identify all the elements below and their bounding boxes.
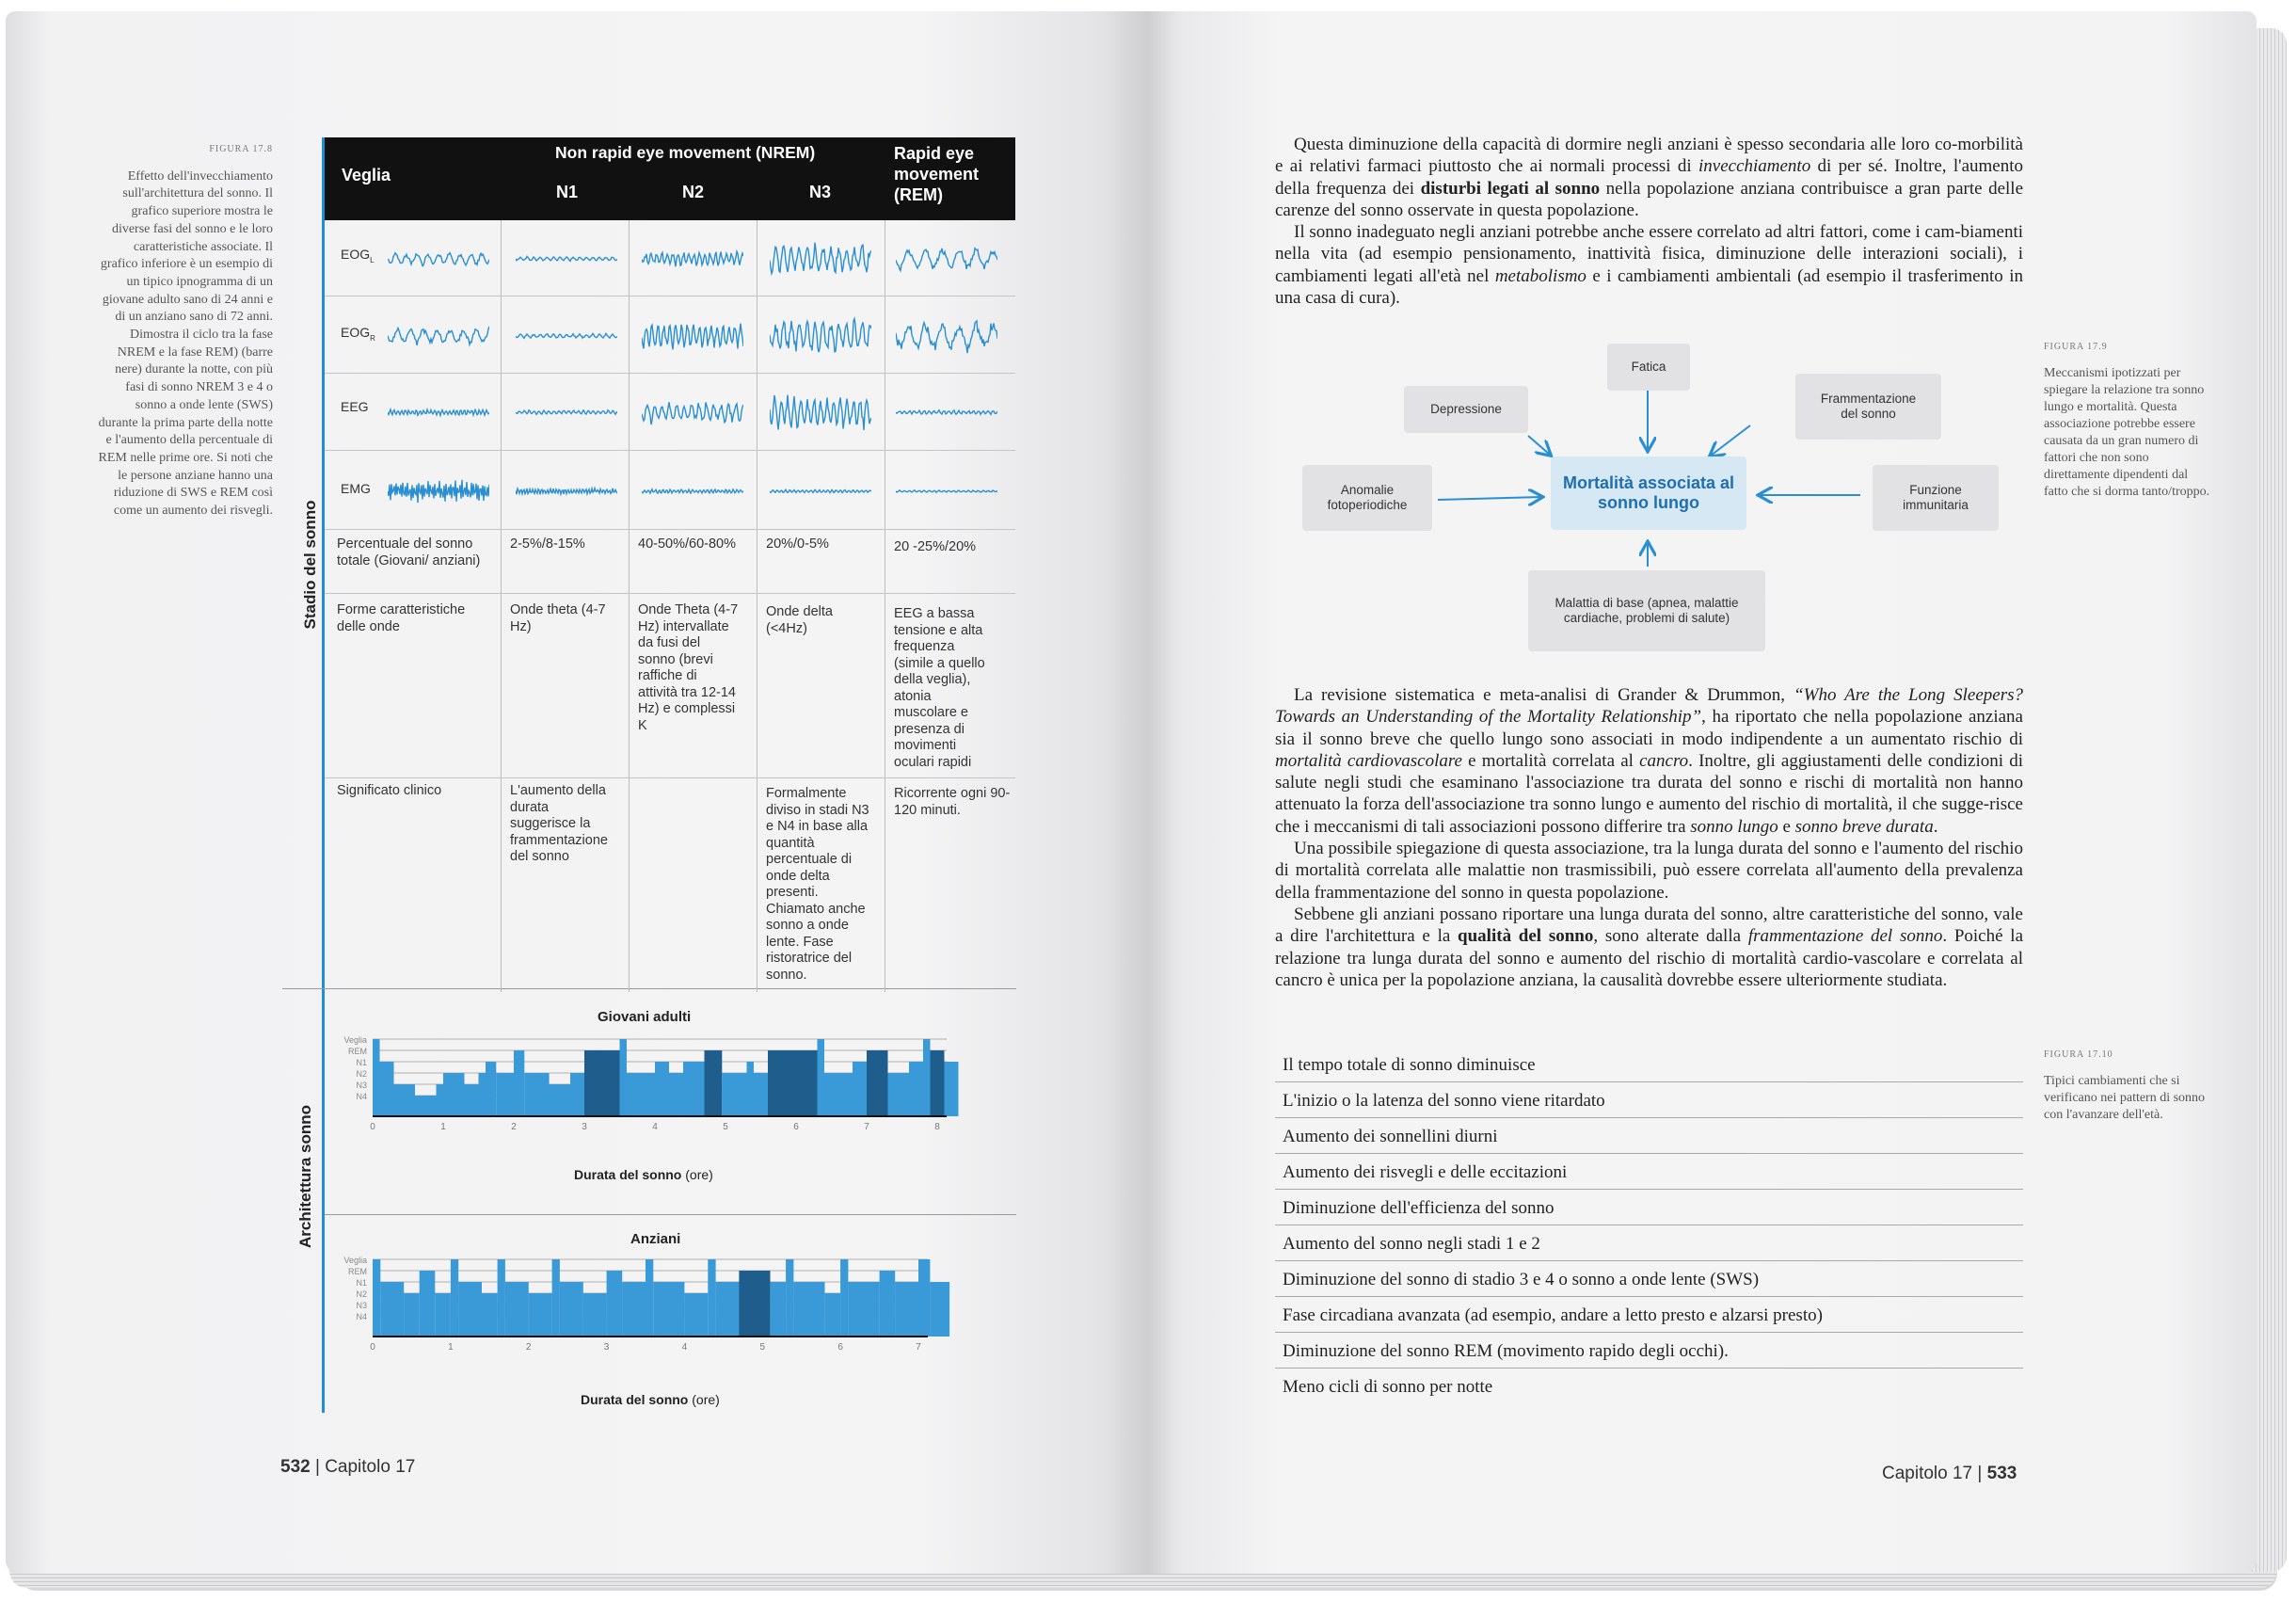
tick-label: 4 (652, 1122, 658, 1132)
text-strong: qualità del sonno (1458, 926, 1594, 947)
row-label-eog-l (341, 247, 375, 264)
waveform-trace (896, 471, 997, 512)
waveform-path (642, 402, 743, 424)
grid-line (325, 373, 1015, 374)
waveform-trace (642, 315, 743, 357)
header-n3: N3 (809, 183, 832, 201)
stage-label: Veglia (343, 1256, 367, 1265)
waveform-path (642, 489, 743, 493)
side-label-architecture: Architettura sonno (296, 1104, 314, 1249)
row-label-text: EOG (341, 325, 371, 340)
waves-n2: Onde Theta (4-7 Hz) intervallate da fusi del sonno (brevi raffiche di attività tra 12-14 Hz) e complessi K (638, 602, 739, 733)
waveform-path (896, 248, 997, 271)
hypnogram-bar (918, 1259, 930, 1337)
text-run: e i cambiamenti ambientali (ad esempio il trasferimento in una casa di cura). (1275, 265, 2024, 309)
hypnogram-bar (560, 1282, 583, 1337)
text-emphasis: sonno lungo (1690, 816, 1778, 837)
hypnogram-bar (415, 1096, 437, 1116)
hypnogram-bar (486, 1062, 496, 1116)
stage-label: N4 (356, 1312, 367, 1321)
body-paragraph-3 (1275, 904, 2023, 991)
hypnogram-bar (818, 1039, 825, 1116)
hypnogram-old-title: Anziani (630, 1231, 681, 1247)
hypnogram-old-xlabel (581, 1392, 720, 1407)
hypnogram-bar (584, 1050, 620, 1116)
hypnogram-bar (435, 1293, 451, 1337)
list-item: Il tempo totale di sonno diminuisce (1275, 1047, 2023, 1082)
grid-line (325, 777, 1015, 778)
diagram-node-depressione: Depressione (1404, 386, 1528, 433)
waveform-path (516, 488, 617, 495)
waveform-trace (516, 238, 617, 280)
figure-label: FIGURA 17.10 (2044, 1049, 2113, 1060)
hypnogram-bar (655, 1062, 669, 1116)
hypnogram-bar (529, 1293, 552, 1337)
figure-caption-17-10 (2044, 1047, 2213, 1124)
hypnogram-bar (716, 1282, 740, 1337)
intro-paragraph-1 (1275, 134, 2023, 221)
xlabel-text: Durata del sonno (574, 1167, 682, 1182)
hypnogram-bar (747, 1062, 755, 1116)
percent-rem: 20 -25%/20% (894, 539, 977, 554)
waveform-path (516, 333, 617, 338)
waveform-trace (388, 471, 489, 512)
grid-line (325, 593, 1015, 594)
text-emphasis: metabolismo (1494, 265, 1586, 286)
waveform-trace (516, 471, 617, 512)
hypnogram-bar (653, 1282, 684, 1337)
hypnogram-bar (524, 1073, 549, 1116)
hypnogram-bar (669, 1073, 683, 1116)
hypnogram-bar (945, 1062, 959, 1116)
waveform-trace (642, 392, 743, 433)
text-emphasis: frammentazione del sonno (1747, 926, 1943, 947)
stage-label: Veglia (343, 1035, 367, 1045)
tick-label: 1 (440, 1122, 446, 1132)
text-run: di per sé. Inoltre, l'aumento della frequenza dei (1275, 156, 2023, 199)
diagram-node-frammentazione: Frammentazione del sonno (1795, 374, 1941, 440)
waveform-path (770, 395, 871, 431)
tick-label: 2 (511, 1122, 517, 1132)
body-paragraph-1 (1275, 684, 2023, 838)
hypnogram-bar (482, 1293, 498, 1337)
text-strong: disturbi legati al sonno (1420, 178, 1601, 199)
tick-label: 6 (837, 1342, 843, 1353)
hypnogram-bar (793, 1282, 824, 1337)
waveform-trace (896, 238, 997, 280)
hypnogram-bar (867, 1050, 888, 1116)
waveform-trace (642, 238, 743, 280)
hypnogram-bar (550, 1084, 571, 1116)
xlabel-unit: (ore) (692, 1392, 720, 1407)
hypnogram-bar (505, 1282, 529, 1337)
tick-label: 0 (370, 1342, 375, 1353)
waveform-trace (516, 315, 617, 357)
tick-label: 8 (934, 1122, 940, 1132)
row-label-eog-r (341, 325, 375, 343)
figure-caption-17-8 (94, 141, 273, 520)
hypnogram-bar (498, 1259, 505, 1337)
waveform-path (388, 480, 489, 503)
hypnogram-bar (739, 1271, 770, 1337)
waves-n3: Onde delta (<4Hz) (766, 604, 833, 636)
stage-label: N3 (356, 1301, 367, 1310)
text-run: Il sonno inadeguato negli anziani potrebbe anche essere correlato ad altri fattori, come i cam-biamenti nella vita (ad esempio pensionamento, inattività fisica, diminuzione delle interazioni sociali), i cambiamenti legati all'età nel (1275, 222, 2023, 286)
waves-rem: EEG a bassa tensione e alta frequenza (simile a quello della veglia), atonia muscolare e presenza di movimenti oculari rapidi (894, 606, 985, 770)
text-run: Sebbene gli anziani possano riportare una lunga durata del sonno, altre caratteristiche del sonno, vale a dire l'architettura e la (1275, 904, 2023, 947)
hypnogram-bar (373, 1039, 380, 1116)
tick-label: 0 (370, 1122, 375, 1132)
stage-label: N3 (356, 1081, 367, 1090)
sleep-changes-list (1275, 1047, 2023, 1404)
intro-paragraph-2 (1275, 221, 2023, 309)
hypnogram-bar (708, 1259, 715, 1337)
list-item: Diminuzione dell'efficienza del sonno (1275, 1190, 2023, 1225)
text-emphasis: cancro (1639, 750, 1689, 771)
stage-label: N2 (356, 1289, 367, 1299)
text-run: . Inoltre, gli aggiustamenti delle condizioni di salute negli studi che esaminano l'associazione tra durata del sonno e rischi di mortalità non hanno attenuato la forza dell'associazione tra sonno lungo e aumento del rischio di mortalità, il che sugge-risce che i meccanismi di tali associazioni possono differire tra (1275, 750, 2023, 837)
waveform-trace (516, 392, 617, 433)
hypnogram-bar (848, 1282, 879, 1337)
row-label-subscript: L (370, 255, 375, 264)
stage-label: N1 (356, 1278, 367, 1288)
chapter-label: Capitolo 17 (325, 1457, 416, 1477)
text-emphasis: mortalità cardiovascolare (1275, 750, 1462, 771)
hypnogram-bar (754, 1073, 768, 1116)
waveform-trace (388, 315, 489, 357)
stage-label: REM (348, 1267, 367, 1276)
text-emphasis: invecchiamento (1698, 156, 1811, 177)
grid-line (501, 220, 502, 992)
row-label-eeg: EEG (341, 399, 369, 414)
hypnogram-bar (825, 1293, 841, 1337)
tick-label: 2 (525, 1342, 532, 1353)
text-run: . Poiché la relazione tra lunga durata del sonno e aumento del rischio di mortalità cardio-vascolare e correlata al cancro è unica per la popolazione anziana, la causalità dovrebbe essere ulteriormente studiata. (1275, 926, 2024, 990)
hypnogram-bar (824, 1073, 853, 1116)
waveform-trace (388, 392, 489, 433)
waveform-path (388, 253, 489, 266)
figure-label: FIGURA 17.9 (2044, 342, 2108, 352)
hypnogram-bar (931, 1050, 945, 1116)
waveform-trace (642, 471, 743, 512)
hypnogram-bar (923, 1039, 931, 1116)
list-item: Fase circadiana avanzata (ad esempio, andare a letto presto e alzarsi presto) (1275, 1297, 2023, 1333)
hypnogram-bar (622, 1282, 646, 1337)
hypnogram-bar (443, 1073, 465, 1116)
waveform-path (388, 409, 489, 415)
tick-label: 4 (681, 1342, 688, 1353)
diagram-node-anomalie: Anomalie fotoperiodiche (1302, 465, 1432, 531)
hypnogram-young-title: Giovani adulti (598, 1009, 692, 1025)
figure-label: FIGURA 17.8 (209, 144, 273, 154)
list-item: Diminuzione del sonno REM (movimento rapido degli occhi). (1275, 1333, 2023, 1369)
waves-n1: Onde theta (4-7 Hz) (510, 602, 606, 634)
hypnogram-bar (570, 1073, 584, 1116)
tick-label: 6 (793, 1122, 799, 1132)
hypnogram-bar (840, 1259, 848, 1337)
stage-label: N4 (356, 1092, 367, 1101)
text-emphasis: sonno breve durata (1794, 816, 1934, 837)
text-run: , ha riportato che nella popolazione anziana sia il sonno breve che quello lungo sono associati in modo indipendente a un aumentato rischio di (1275, 707, 2023, 749)
hypnogram-bar (684, 1293, 708, 1337)
clinical-n1: L'aumento della durata suggerisce la frammentazione del sonno (510, 783, 608, 864)
text-run: Questa diminuzione della capacità di dormire negli anziani è spesso secondaria alle loro co-morbilità e ai relativi farmaci piuttosto che ai normali processi di (1275, 135, 2023, 177)
diagram-node-malattia: Malattia di base (apnea, malattie cardiache, problemi di salute) (1528, 570, 1765, 651)
list-item: L'inizio o la latenza del sonno viene ritardato (1275, 1082, 2023, 1118)
body-text (1275, 684, 2023, 991)
intro-text (1275, 134, 2023, 309)
waveform-path (896, 410, 997, 415)
tick-label: 7 (864, 1122, 869, 1132)
tick-label: 3 (603, 1342, 610, 1353)
waveform-trace (770, 392, 871, 433)
hypnogram-bar (705, 1050, 723, 1116)
list-item: Diminuzione del sonno di stadio 3 e 4 o sonno a onde lente (SWS) (1275, 1261, 2023, 1297)
hypnogram-young-xlabel (574, 1167, 713, 1182)
hypnogram-bar (620, 1039, 628, 1116)
hypnogram-bar (880, 1271, 896, 1337)
text-run: nella popolazione anziana contribuisce a gran parte delle carenze del sonno osservate in questa popolazione. (1275, 178, 2023, 220)
diagram-node-fatica: Fatica (1607, 344, 1690, 391)
hypnogram-bar (683, 1062, 705, 1116)
hypnogram-bar (496, 1073, 514, 1116)
waveform-path (516, 410, 617, 415)
stage-label: N1 (356, 1058, 367, 1067)
xlabel-unit: (ore) (685, 1167, 713, 1182)
stage-label: REM (348, 1047, 367, 1056)
hypnogram-bar (404, 1293, 420, 1337)
waveform-path (896, 490, 997, 492)
waveform-trace (770, 238, 871, 280)
hypnogram-bar (437, 1084, 444, 1116)
arrow (1711, 425, 1750, 456)
section-divider (282, 988, 1016, 989)
hypnogram-bar (646, 1259, 653, 1337)
waveform-trace (770, 471, 871, 512)
waveform-path (516, 257, 617, 262)
hypnogram-bar (451, 1259, 458, 1337)
header-n1: N1 (556, 183, 579, 201)
row-label-subscript: R (370, 333, 375, 343)
list-item: Aumento dei sonnellini diurni (1275, 1118, 2023, 1154)
hypnogram-bar (458, 1282, 482, 1337)
tick-label: 3 (582, 1122, 587, 1132)
hypnogram-bar (380, 1062, 394, 1116)
row-label-text: EOG (341, 247, 371, 262)
header-nrem: Non rapid eye movement (NREM) (555, 143, 816, 162)
page-number: 533 (1986, 1464, 2017, 1483)
hypnogram-bar (465, 1084, 479, 1116)
hypnogram-bar (768, 1050, 818, 1116)
figure-caption-text: Effetto dell'invecchiamento sull'architettura del sonno. Il grafico superiore mostra le diverse fasi del sonno e le loro caratteristiche associate. Il grafico inferiore è un esempio di un tipico ipnogramma di un giovane adulto sano di 24 anni e di un anziano sano di 72 anni. Dimostra il ciclo tra la fase NREM e la fase REM) (barre nere) durante la notte, con più fasi di sonno NREM 3 e 4 o sonno a onde lente (SWS) durante la prima parte della notte e l'aumento della percentuale di REM nelle prime ore. Si noti che le persone anziane hanno una riduzione di SWS e REM così come un aumento dei risvegli. (98, 168, 273, 519)
text-run: e (1782, 816, 1791, 837)
hypnogram-bar (514, 1050, 524, 1116)
hypnogram-bar (583, 1293, 607, 1337)
arrow (1528, 436, 1550, 455)
waveform-path (642, 251, 743, 266)
hypnogram-bar (722, 1073, 746, 1116)
text-emphasis: “Who Are the Long Sleepers? Towards an Understanding of the Mortality Relationship” (1275, 685, 2023, 728)
folio-left: 532 | Capitolo 17 (280, 1457, 416, 1477)
list-item: Aumento del sonno negli stadi 1 e 2 (1275, 1225, 2023, 1261)
page-number: 532 (280, 1457, 311, 1477)
waveform-trace (388, 238, 489, 280)
diagram-center-node: Mortalità associata al sonno lungo (1551, 456, 1746, 530)
waveform-trace (896, 315, 997, 357)
clinical-label: Significato clinico (337, 783, 442, 798)
hypnogram-bar (380, 1282, 404, 1337)
waveform-trace (896, 392, 997, 433)
hypnogram-bar (930, 1282, 949, 1337)
figure-caption-text: Tipici cambiamenti che si verificano nei pattern di sonno con l'avanzare dell'età. (2044, 1074, 2206, 1122)
chapter-label: Capitolo 17 (1882, 1464, 1973, 1483)
waveform-trace (770, 315, 871, 357)
hypnogram-bar (771, 1282, 787, 1337)
header-rem: Rapid eye movement (REM) (894, 144, 980, 204)
arrow (1438, 497, 1541, 500)
hypnogram-divider (325, 1214, 1016, 1215)
waveform-path (770, 489, 871, 492)
waves-label: Forme caratteristiche delle onde (337, 602, 466, 634)
figure-caption-text: Meccanismi ipotizzati per spiegare la relazione tra sonno lungo e mortalità. Questa associazione potrebbe essere causata da un gran numero di fattori che non sono direttamente dipendenti dal fatto che si dorma tanto/troppo. (2044, 366, 2210, 499)
hypnogram-bar (853, 1062, 867, 1116)
text-run: . (1933, 816, 1938, 837)
hypnogram-bar (888, 1073, 910, 1116)
waveform-path (388, 327, 489, 345)
percent-label: Percentuale del sonno totale (Giovani/ anziani) (337, 536, 481, 568)
hypnogram-bar (909, 1062, 923, 1116)
grid-line (629, 220, 630, 992)
list-item: Meno cicli di sonno per notte (1283, 1377, 1493, 1397)
tick-label: 5 (723, 1122, 728, 1132)
percent-n3: 20%/0-5% (766, 536, 829, 552)
header-n2: N2 (682, 183, 705, 201)
text-run: , sono alterate dalla (1593, 926, 1742, 947)
hypnogram-bar (786, 1259, 793, 1337)
hypnogram-bar (895, 1282, 918, 1337)
row-label-emg: EMG (341, 481, 371, 496)
stage-label: N2 (356, 1069, 367, 1079)
blue-rule (322, 137, 325, 1413)
grid-line (325, 529, 1015, 530)
percent-n2: 40-50%/60-80% (638, 536, 736, 552)
tick-label: 5 (759, 1342, 766, 1353)
hypnogram-bar (373, 1259, 380, 1337)
percent-n1: 2-5%/8-15% (510, 536, 585, 552)
xlabel-text: Durata del sonno (581, 1392, 689, 1407)
clinical-rem: Ricorrente ogni 90-120 minuti. (894, 786, 1011, 818)
waveform-path (642, 324, 743, 350)
list-item: Aumento dei risvegli e delle eccitazioni (1275, 1154, 2023, 1190)
hypnogram-bar (607, 1271, 623, 1337)
tick-label: 7 (916, 1342, 921, 1353)
folio-right: Capitolo 17 | 533 (1882, 1464, 2017, 1483)
waveform-path (770, 243, 871, 274)
hypnogram-bar (479, 1073, 486, 1116)
clinical-n3: Formalmente diviso in stadi N3 e N4 in base alla quantità percentuale di onde delta presenti. Chiamato anche sonno a onde lente. Fase ristoratrice del sonno. (766, 786, 869, 983)
figure-caption-17-9 (2044, 339, 2213, 501)
text-run: La revisione sistematica e meta-analisi di Grander & Drummon, (1294, 685, 1786, 705)
hypnogram-bar (420, 1271, 436, 1337)
header-veglia: Veglia (342, 166, 391, 184)
table-header (325, 137, 1015, 220)
hypnogram-young (339, 1033, 979, 1158)
waveform-path (896, 321, 997, 353)
side-label-stages: Stadio del sonno (301, 500, 319, 630)
text-run: e mortalità correlata al (1468, 750, 1634, 771)
hypnogram-bar (394, 1084, 416, 1116)
diagram-node-funzione: Funzione immunitaria (1873, 465, 1999, 531)
body-paragraph-2: Una possibile spiegazione di questa associazione, tra la lunga durata del sonno e l'aumento del rischio di mortalità correlata alle malattie non trasmissibili, può essere correlata all'aumento della prevalenza della frammentazione del sonno in questa popolazione. (1275, 839, 2023, 903)
grid-line (325, 450, 1015, 451)
hypnogram-bar (552, 1259, 560, 1337)
tick-label: 1 (448, 1342, 454, 1353)
hypnogram-bar (627, 1073, 655, 1116)
waveform-path (770, 319, 871, 353)
hypnogram-old (339, 1254, 979, 1380)
